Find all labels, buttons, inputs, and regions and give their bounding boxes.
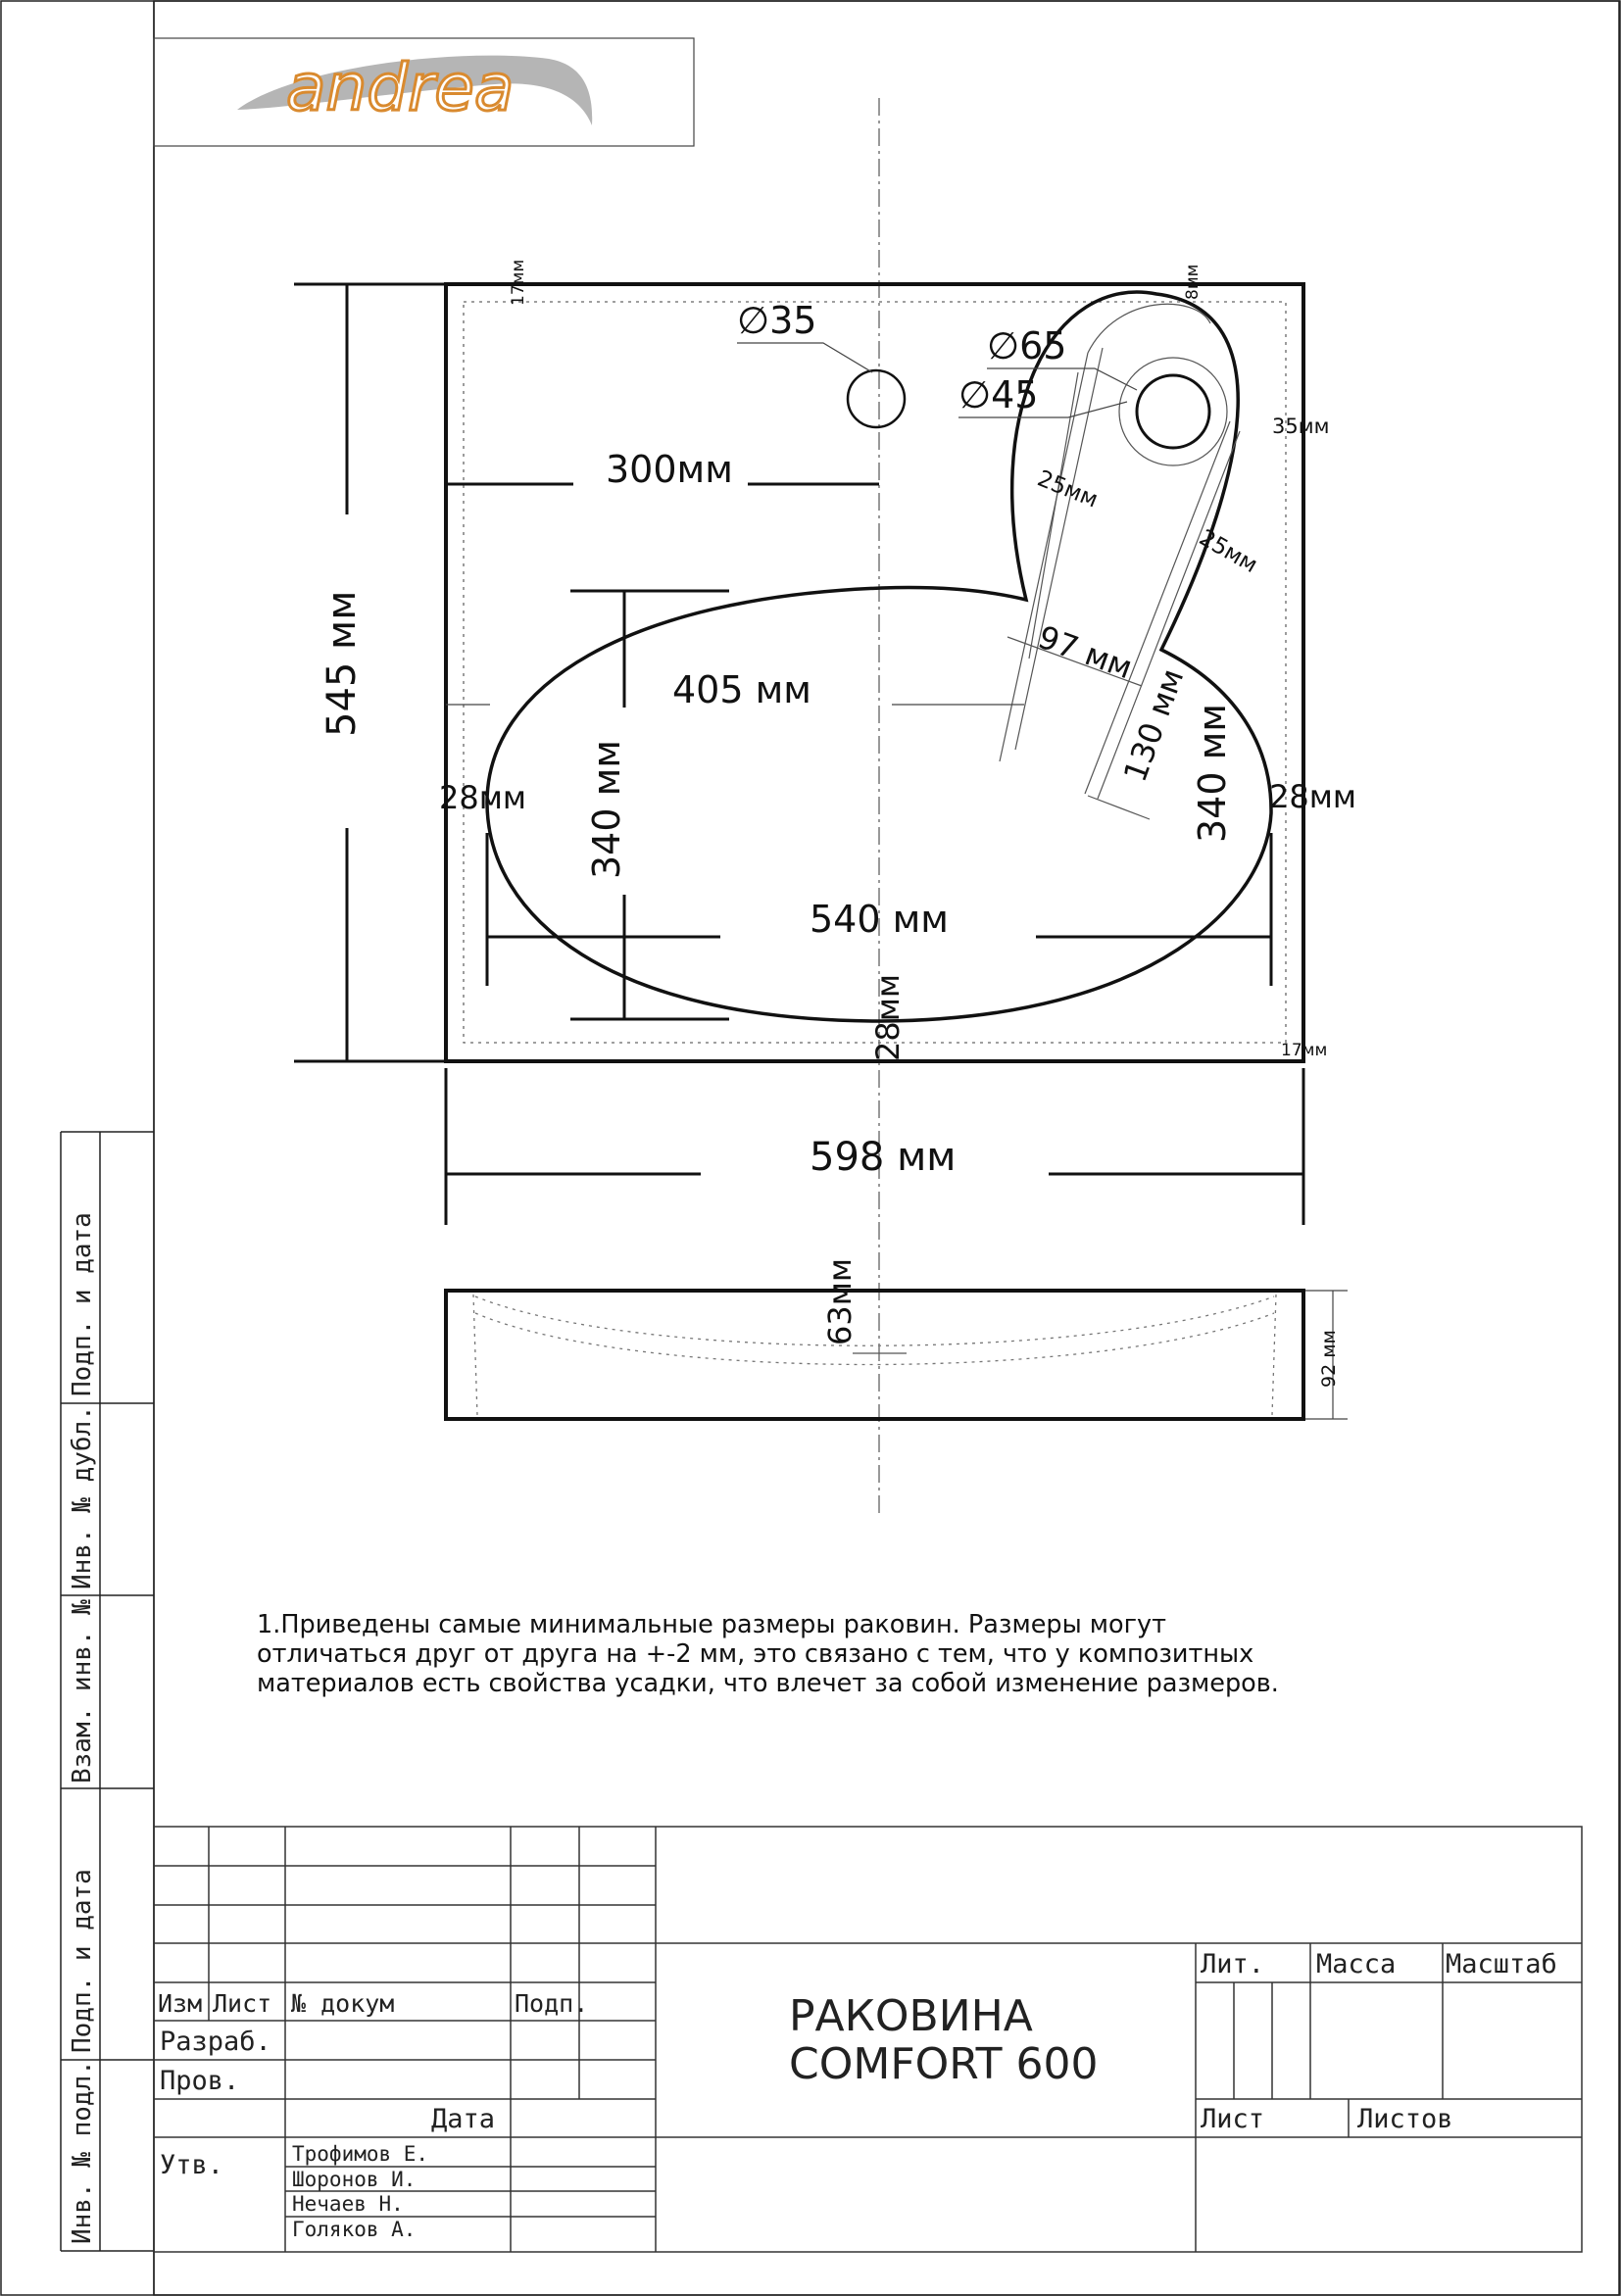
dim-inner-margin-top: 17мм [509,259,528,306]
dim-overflow-hole: ∅35 [737,299,817,342]
drawing-note [257,1610,1531,1698]
dim-margin-bottom: 28мм [869,974,907,1061]
dim-margin-right: 28мм [1269,778,1356,815]
dim-inner-margin-bottom: 17мм [1281,1041,1328,1060]
dim-tap-width: 97 мм [1033,617,1138,687]
title-line-2: COMFORT 600 [789,2039,1099,2089]
dim-tap-hole-inner: ∅45 [958,373,1039,416]
logo-box [154,38,694,146]
dim-tap-offset-left: 25мм [1033,465,1102,513]
dim-side-height: 92 мм [1318,1330,1340,1388]
tb-date: Дата [431,2104,496,2134]
tb-izm: Изм [158,1989,203,2018]
dim-overall-depth: 545 мм [319,590,365,737]
note-line-2: отличаться друг от друга на +-2 мм, это связано с тем, что у композитных [257,1639,1254,1669]
dim-bowl-length: 405 мм [672,668,811,711]
overflow-hole [848,370,905,427]
side-view [446,1258,1348,1419]
tb-sheet: Лист [1201,2104,1265,2134]
tb-checker: Пров. [160,2066,240,2096]
tb-person-2: Шоронов И. [292,2168,417,2191]
dim-bowl-height-left: 340 мм [585,740,628,879]
stamp-sign-date-2: Подп. и дата [68,1869,97,2053]
dim-tap-offset-right: 25мм [1195,524,1262,579]
tb-sign: Подп. [515,1989,589,2018]
side-outline [446,1291,1303,1419]
dim-tap-side: 35мм [1272,415,1330,438]
dim-tap-length: 130 мм [1115,663,1192,787]
tb-person-4: Голяков А. [292,2218,417,2241]
dim-width-to-center: 300мм [606,448,733,491]
tb-list: Лист [213,1989,272,2018]
note-line-3: материалов есть свойства усадки, что влечет за собой изменение размеров. [257,1669,1279,1698]
plan-view [294,260,1356,1225]
margin-stamp-labels [68,1212,97,2244]
dim-margin-left: 28мм [439,779,526,816]
stamp-sign-date-1: Подп. и дата [68,1212,97,1396]
tb-mass: Масса [1316,1949,1397,1979]
drawing-title [789,1991,1098,2089]
tb-lit: Лит. [1201,1949,1265,1979]
dim-tap-hole-outer: ∅65 [987,324,1067,367]
tb-scale: Масштаб [1446,1949,1557,1979]
dim-bowl-width: 540 мм [810,898,949,941]
logo-wordmark: andrea [286,50,515,125]
title-line-1: РАКОВИНА [789,1991,1033,2041]
stamp-original-no: Инв. № подл. [68,2060,97,2244]
plan-dimension-labels [319,260,1356,1180]
tb-doc: № докум [291,1989,395,2018]
dim-overall-width: 598 мм [810,1135,957,1180]
tb-person-3: Нечаев Н. [292,2192,404,2216]
dim-bowl-height-right: 340 мм [1191,704,1234,843]
tb-approver: Утв. [160,2150,224,2180]
dim-tap-edge: 8мм [1183,264,1203,300]
dim-bowl-depth: 63мм [821,1258,859,1345]
stamp-replace-no: Взам. инв. № [68,1599,97,1783]
stamp-duplicate-no: Инв. № дубл. [68,1405,97,1589]
tb-person-1: Трофимов Е. [292,2142,429,2166]
tap-hole-inner [1137,375,1209,448]
note-line-1: 1.Приведены самые минимальные размеры раковин. Размеры могут [257,1610,1166,1639]
tb-developer: Разраб. [160,2027,271,2057]
side-hidden-lines [473,1295,1276,1415]
tb-sheets: Листов [1357,2104,1453,2134]
